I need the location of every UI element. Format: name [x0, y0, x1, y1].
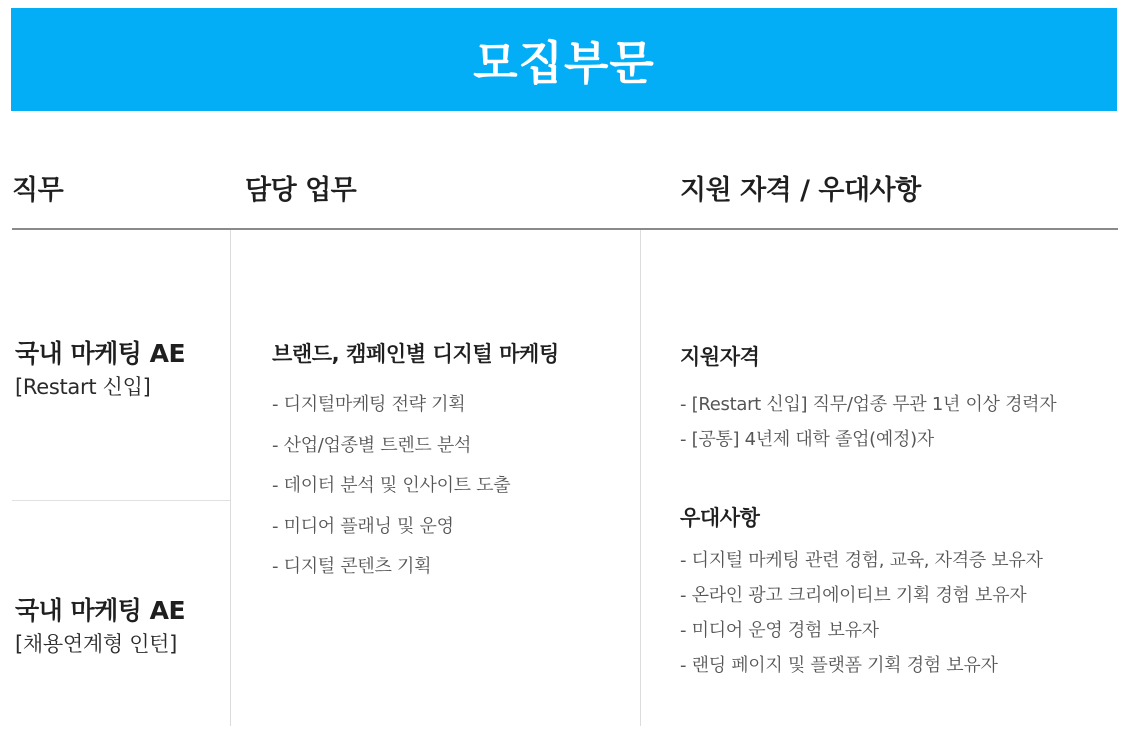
- job-cell-intern: [15, 594, 230, 660]
- list-item: - 디지털마케팅 전략 기획: [272, 394, 466, 415]
- list-item: - 디지털 콘텐츠 기획: [272, 556, 432, 577]
- column-divider-1: [230, 230, 231, 726]
- list-item: - 데이터 분석 및 인사이트 도출: [272, 475, 511, 496]
- list-item: - 미디어 운영 경험 보유자: [680, 620, 879, 641]
- preferred-list: [680, 543, 1043, 683]
- column-header-qualifications: 지원 자격 / 우대사항: [680, 175, 921, 206]
- list-item: - 산업/업종별 트렌드 분석: [272, 434, 472, 456]
- column-header-job: 직무: [12, 175, 64, 206]
- list-item: - [Restart 신입] 직무/업종 무관 1년 이상 경력자: [680, 394, 1057, 415]
- section-banner: [11, 8, 1117, 111]
- column-divider-2: [640, 230, 641, 726]
- list-item: - [공통] 4년제 대학 졸업(예정)자: [680, 429, 934, 450]
- duties-heading: 브랜드, 캠페인별 디지털 마케팅: [272, 342, 559, 366]
- header-divider: [12, 228, 1118, 230]
- list-item: - 온라인 광고 크리에이티브 기획 경험 보유자: [680, 585, 1027, 606]
- job-title: 국내 마케팅 AE: [15, 596, 186, 625]
- banner-title: 모집부문: [473, 35, 655, 90]
- job-subtitle: [Restart 신입]: [15, 375, 151, 399]
- job-cell-restart: [15, 337, 230, 403]
- preferred-heading: 우대사항: [680, 506, 760, 530]
- duties-list: [272, 385, 510, 588]
- row-divider: [12, 500, 230, 501]
- job-subtitle: [채용연계형 인턴]: [15, 632, 178, 656]
- requirements-list: [680, 387, 1056, 457]
- column-header-duties: 담당 업무: [245, 175, 357, 206]
- list-item: - 디지털 마케팅 관련 경험, 교육, 자격증 보유자: [680, 550, 1043, 571]
- list-item: - 랜딩 페이지 및 플랫폼 기획 경험 보유자: [680, 655, 998, 676]
- list-item: - 미디어 플래닝 및 운영: [272, 515, 454, 537]
- requirements-heading: 지원자격: [680, 345, 760, 369]
- job-title: 국내 마케팅 AE: [15, 339, 186, 368]
